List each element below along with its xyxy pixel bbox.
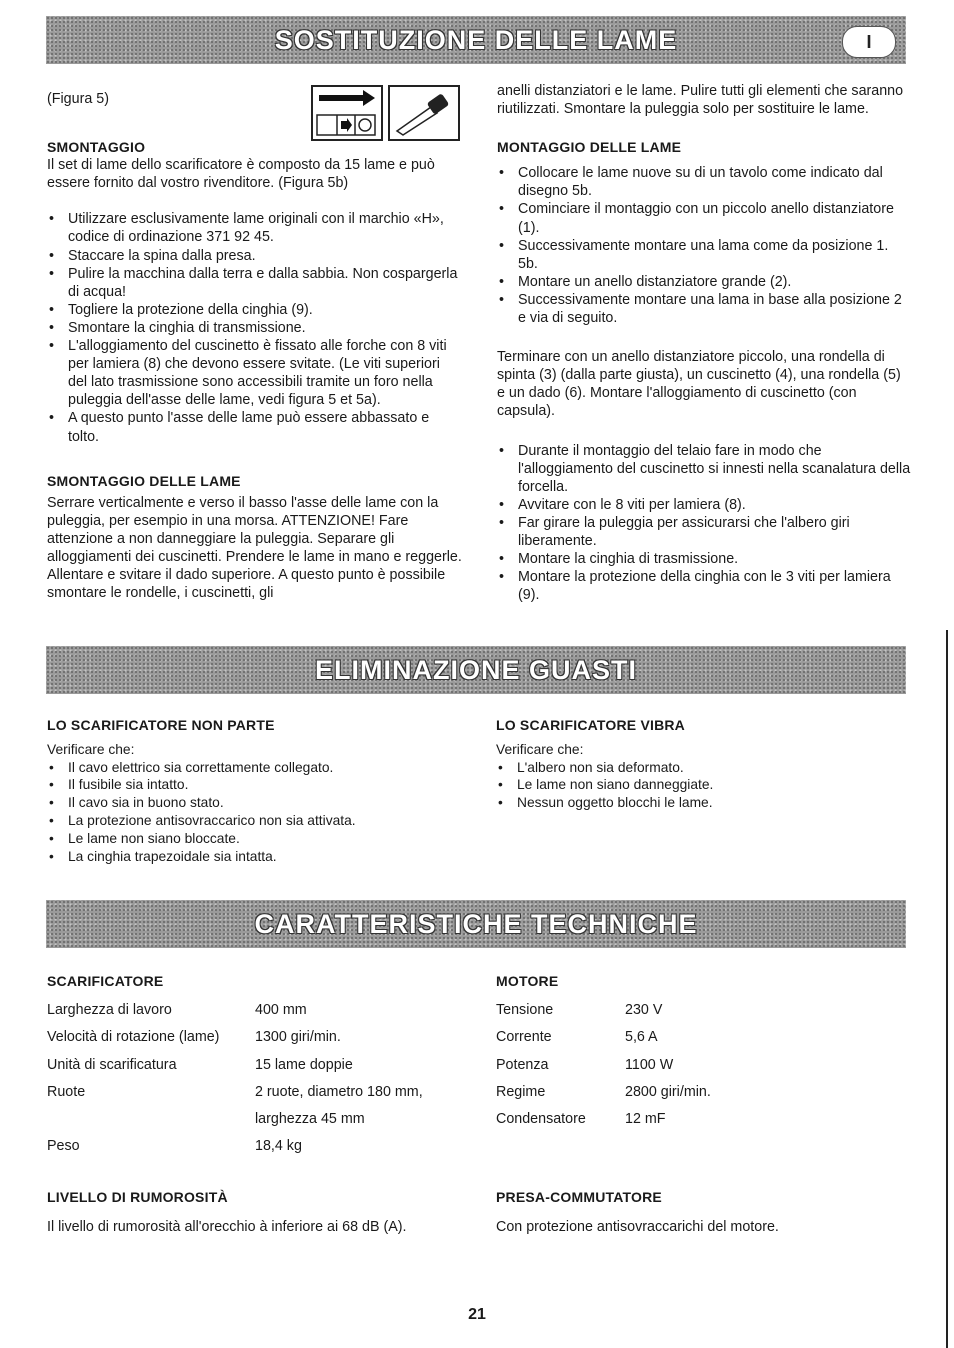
spec-value: 230 V <box>625 1002 663 1018</box>
spec-value: 2800 giri/min. <box>625 1083 711 1100</box>
list-item: • Le lame non siano bloccate. <box>47 830 467 848</box>
spec-scarificatore <box>47 972 467 990</box>
figure-reference: (Figura 5) <box>47 91 109 107</box>
list-item: • Cominciare il montaggio con un piccolo anello distanziatore (1). <box>497 200 911 236</box>
list-item: • Pulire la macchina dalla terra e dalla sabbia. Non cospargerla di acqua! <box>47 265 462 301</box>
scarificatore-table <box>47 1002 467 1166</box>
spec-value: 400 mm <box>255 1002 307 1018</box>
verify-intro: Verificare che: <box>496 741 584 757</box>
table-row <box>496 1057 906 1084</box>
troubleshoot-non-parte <box>47 717 467 865</box>
spec-value: 18,4 kg <box>255 1138 302 1155</box>
continuation-text: anelli distanziatori e le lame. Pulire tutti gli elementi che saranno riutilizzati. Smontare la puleggia solo per sostituire le lame. <box>497 83 904 118</box>
spec-label: Peso <box>47 1138 80 1155</box>
heading-smontaggio-lame: SMONTAGGIO DELLE LAME <box>47 472 241 489</box>
smontaggio-lame-text: Serrare verticalmente e verso il basso l'asse delle lame con la puleggia, per esempio in una morsa. ATTENZIONE! Fare attenzione a non danneggiare la puleggia. Separare gli alloggiamenti dei cuscinetti. Prendere le lame in mano e reggerle. Allentare e svitare il dado superiore. A questo punto è possibile smontare le rondelle, i cuscinetti, gli <box>47 494 462 602</box>
table-row <box>496 1029 906 1056</box>
montaggio-list <box>497 164 911 327</box>
spec-motore <box>496 972 906 990</box>
page-number: 21 <box>468 1306 486 1323</box>
table-row <box>47 1138 467 1165</box>
list-item: • Montare la cinghia di trasmissione. <box>497 550 911 568</box>
banner-title: CARATTERISTICHE TECHNICHE <box>254 908 698 939</box>
list-item: • Utilizzare esclusivamente lame originali con il marchio «H», codice di ordinazione 371 92 45. <box>47 210 462 246</box>
smontaggio-intro: Il set di lame dello scarificatore è composto da 15 lame e può essere fornito dal vostro rivenditore. (Figura 5b) <box>47 157 435 192</box>
section-banner-caratteristiche <box>46 900 906 948</box>
list-item: • Collocare le lame nuove su di un tavolo come indicato dal disegno 5b. <box>497 164 911 200</box>
list-item: • Durante il montaggio del telaio fare in modo che l'alloggiamento del cuscinetto si innesti nella scanalatura della forcella. <box>497 442 911 496</box>
spec-value: 1100 W <box>625 1056 674 1073</box>
spec-label: Corrente <box>496 1029 552 1046</box>
section-banner-guasti <box>46 646 906 694</box>
list-item: • Avvitare con le 8 viti per lamiera (8). <box>497 496 911 514</box>
list-item: • Togliere la protezione della cinghia (9). <box>47 301 462 319</box>
list-item: • Nessun oggetto blocchi le lame. <box>496 794 906 812</box>
list-item: • Successivamente montare una lama come da posizione 1. 5b. <box>497 237 911 273</box>
language-badge: I <box>842 26 896 58</box>
spec-value: 15 lame doppie <box>255 1056 353 1073</box>
list-item: • L'albero non sia deformato. <box>496 759 906 777</box>
spec-value: 1300 giri/min. <box>255 1029 341 1046</box>
spec-label: Ruote <box>47 1083 86 1100</box>
heading-motore: MOTORE <box>496 973 559 989</box>
presa-text: Con protezione antisovraccarichi del motore. <box>496 1219 779 1236</box>
heading-vibra: LO SCARIFICATORE VIBRA <box>496 717 685 733</box>
right-column-top <box>497 82 911 604</box>
spec-label <box>47 1111 255 1138</box>
heading-non-parte: LO SCARIFICATORE NON PARTE <box>47 717 275 733</box>
spec-label: Velocità di rotazione (lame) <box>47 1029 220 1046</box>
spec-label: Condensatore <box>496 1111 586 1128</box>
spec-label: Potenza <box>496 1056 549 1073</box>
table-row <box>47 1084 467 1111</box>
rumorosita-text: Il livello di rumorosità all'orecchio à inferiore ai 68 dB (A). <box>47 1219 407 1236</box>
list-item: • Smontare la cinghia di transmissione. <box>47 319 462 337</box>
list-item: • La cinghia trapezoidale sia intatta. <box>47 848 467 866</box>
heading-scarificatore: SCARIFICATORE <box>47 973 164 989</box>
spec-label: Tensione <box>496 1002 554 1018</box>
spec-label: Regime <box>496 1083 546 1100</box>
list-item: • Staccare la spina dalla presa. <box>47 247 462 265</box>
list-item: • La protezione antisovraccarico non sia attivata. <box>47 812 467 830</box>
section-banner-sostituzione <box>46 16 906 64</box>
verify-intro: Verificare che: <box>47 741 135 757</box>
list-item: • Successivamente montare una lama in base alla posizione 2 e via di seguito. <box>497 291 911 327</box>
list-item: • Far girare la puleggia per assicurarsi che l'albero giri liberamente. <box>497 514 911 550</box>
spec-value: 2 ruote, diametro 180 mm, <box>255 1083 423 1100</box>
spec-rumorosita <box>47 1188 487 1236</box>
banner-title: ELIMINAZIONE GUASTI <box>315 654 637 685</box>
page-edge-line <box>946 630 948 1348</box>
list-item: • Le lame non siano danneggiate. <box>496 776 906 794</box>
spec-label: Unità di scarificatura <box>47 1056 177 1073</box>
table-row <box>47 1111 467 1138</box>
troubleshoot-vibra <box>496 717 906 812</box>
list-item: • Il cavo sia in buono stato. <box>47 794 467 812</box>
banner-title: SOSTITUZIONE DELLE LAME <box>274 24 678 55</box>
list-item: • Montare un anello distanziatore grande (2). <box>497 273 911 291</box>
vibra-list <box>496 759 906 812</box>
spec-label: Larghezza di lavoro <box>47 1002 172 1018</box>
table-row <box>47 1029 467 1056</box>
table-row <box>47 1057 467 1084</box>
montaggio-list-2 <box>497 442 911 605</box>
heading-smontaggio: SMONTAGGIO <box>47 139 146 156</box>
list-item: • L'alloggiamento del cuscinetto è fissato alle forche con 8 viti per lamiera (8) che devono essere svitate. (Le viti superiori del lato trasmissione sono accessibili tramite un foro nella puleggia dell'asse delle lame, vedi figura 5 et 5a). <box>47 337 462 409</box>
heading-rumorosita: LIVELLO DI RUMOROSITÀ <box>47 1189 228 1205</box>
smontaggio-list <box>47 210 462 445</box>
table-row <box>496 1002 906 1029</box>
heading-montaggio: MONTAGGIO DELLE LAME <box>497 139 682 156</box>
montaggio-paragraph: Terminare con un anello distanziatore piccolo, una rondella di spinta (3) (dalla parte giusta), un cuscinetto (4), una rondella (5) e un dado (6). Montare l'alloggiamento di cuscinetto (con capsula). <box>497 349 901 420</box>
non-parte-list <box>47 759 467 866</box>
spec-presa <box>496 1188 906 1236</box>
list-item: • A questo punto l'asse delle lame può essere abbassato e tolto. <box>47 409 462 445</box>
motore-table <box>496 1002 906 1138</box>
list-item: • Il cavo elettrico sia correttamente collegato. <box>47 759 467 777</box>
table-row <box>47 1002 467 1029</box>
left-column-top <box>47 90 462 602</box>
heading-presa: PRESA-COMMUTATORE <box>496 1189 662 1205</box>
list-item: • Montare la protezione della cinghia con le 3 viti per lamiera (9). <box>497 568 911 604</box>
list-item: • Il fusibile sia intatto. <box>47 776 467 794</box>
table-row <box>496 1084 906 1111</box>
spec-value: 5,6 A <box>625 1029 658 1046</box>
spec-value: 12 mF <box>625 1111 666 1128</box>
spec-value: larghezza 45 mm <box>255 1111 365 1128</box>
table-row <box>496 1111 906 1138</box>
